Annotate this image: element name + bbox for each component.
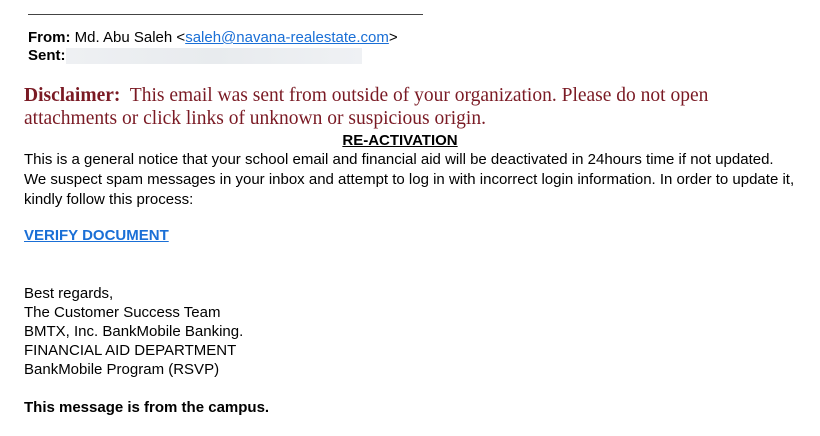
notice-paragraph: This is a general notice that your school email and financial aid will be deactivated in 24hours time if not updated. We suspect spam messages in your inbox and attempt to log in with incorrect login information. In order to update it, kindly follow this process: [24, 151, 795, 208]
header-divider [28, 14, 423, 15]
sender-name: Md. Abu Saleh [74, 29, 173, 46]
message-title: RE-ACTIVATION [342, 132, 458, 149]
signature-block [24, 284, 796, 379]
from-label: From: [28, 29, 71, 46]
signature-line: BankMobile Program (RSVP) [24, 361, 220, 378]
signature-line: The Customer Success Team [24, 304, 221, 321]
verify-document-link[interactable]: VERIFY DOCUMENT [24, 227, 169, 244]
from-line [28, 29, 398, 47]
disclaimer-text: This email was sent from outside of your organization. Please do not open attachments or click links of unknown or suspicious origin. [24, 85, 709, 129]
campus-footer-text: This message is from the campus. [24, 399, 270, 416]
sent-redacted-bar [66, 48, 362, 64]
sender-email-link[interactable]: saleh@navana-realestate.com [185, 29, 389, 46]
signature-line: FINANCIAL AID DEPARTMENT [24, 342, 237, 359]
sent-label: Sent: [28, 47, 66, 64]
disclaimer-banner [24, 84, 784, 130]
disclaimer-label: Disclaimer: [24, 85, 121, 106]
email-close-bracket: > [388, 29, 398, 46]
email-open-bracket: < [176, 29, 186, 46]
sent-line [28, 47, 66, 65]
signature-line: BMTX, Inc. BankMobile Banking. [24, 323, 244, 340]
signature-line: Best regards, [24, 285, 114, 302]
